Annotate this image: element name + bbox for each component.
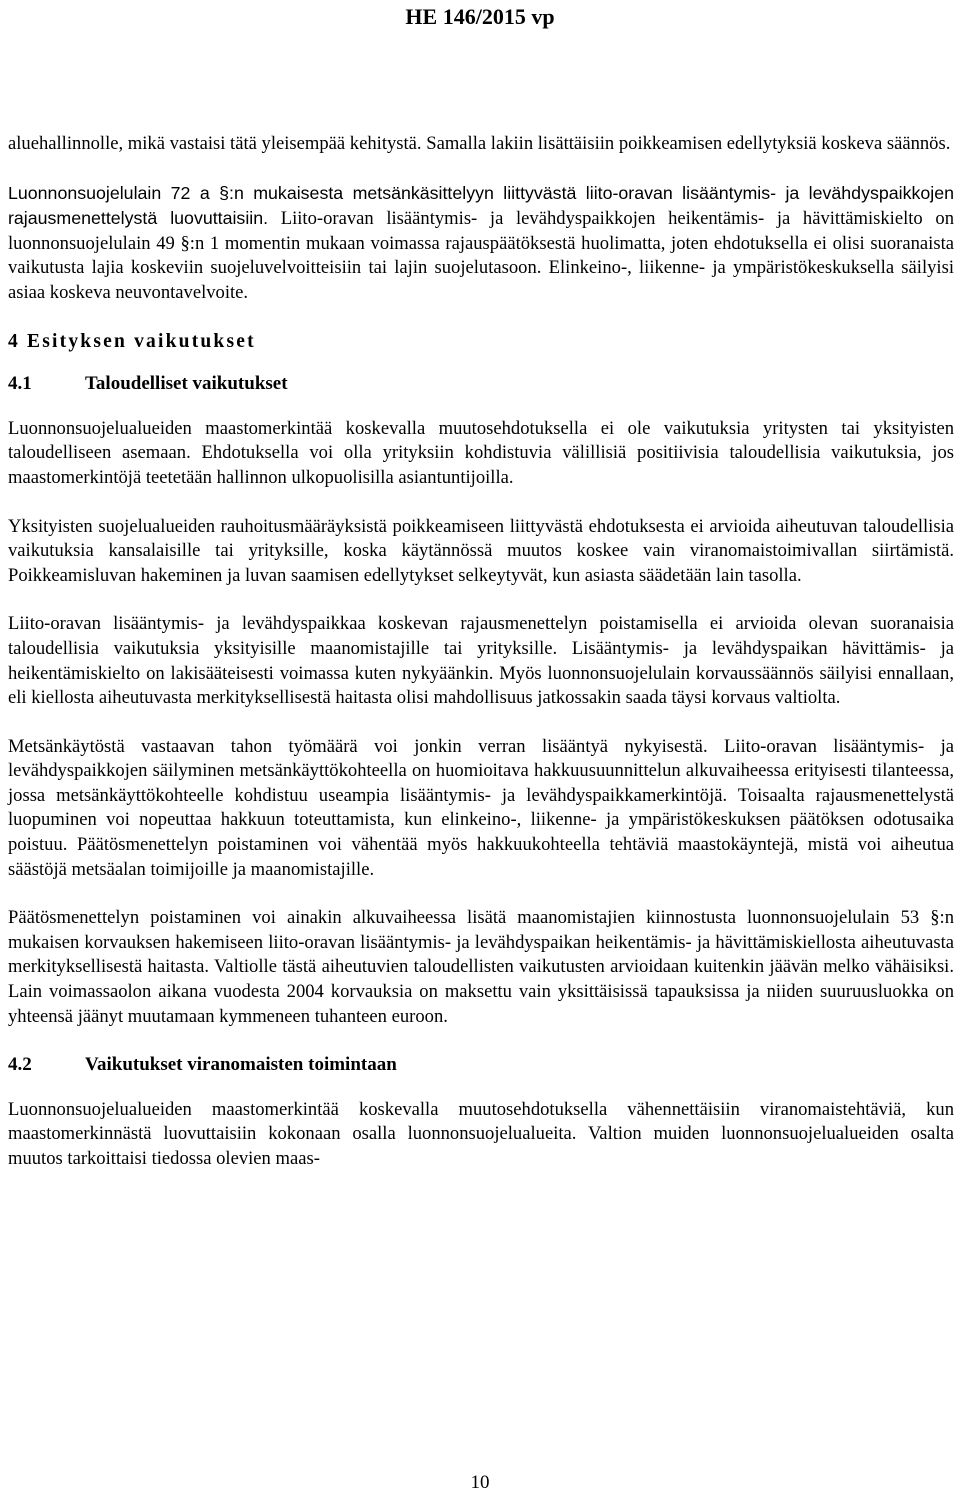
paragraph-2 [8,181,954,306]
document-body [8,132,954,1196]
subsection-heading-4-1 [8,372,954,397]
paragraph-7: Päätösmenettelyn poistaminen voi ainakin alkuvaiheessa lisätä maanomistajien kiinnostusta luonnonsuojelulain 53 §:n mukaisen korvauksen hakemiseen liito-oravan lisääntymis- ja levähdyspaikan heikentämis- ja hävittämiskiellosta aiheutuvasta merkityksellisestä haitasta. Valtiolle tästä aiheutuvien taloudellisten vaikutusten arvioidaan kuitenkin jäävän melko vähäisiksi. Lain voimassaolon aikana vuodesta 2004 korvauksia on maksettu vain yksittäisissä tapauksissa ja niiden suuruusluokka on yhteensä jäänyt muutamaan kymmeneen tuhanteen euroon. [8,907,954,1027]
subsection-title: Vaikutukset viranomaisten toimintaan [85,1054,397,1076]
paragraph-8: Luonnonsuojelualueiden maastomerkintää koskevalla muutosehdotuksella vähennettäisiin viranomaistehtäviä, kun maastomerkinnästä luovuttaisiin kokonaan osalla luonnonsuojelualueita. Valtion muiden luonnonsuojelualueiden osalta muutos tarkoittaisi tiedossa olevien maas- [8,1098,954,1169]
paragraph-1: aluehallinnolle, mikä vastaisi tätä yleisempää kehitystä. Samalla lakiin lisättäisiin poikkeamisen edellytyksiä koskeva säännös. [8,133,951,154]
subsection-number: 4.2 [8,1054,32,1076]
subsection-heading-4-2 [8,1053,954,1078]
section-heading-4: 4 Esityksen vaikutukset [8,330,256,352]
document-header: HE 146/2015 vp [405,4,555,29]
subsection-number: 4.1 [8,373,32,395]
page-number: 10 [470,1472,490,1493]
paragraph-4: Yksityisten suojelualueiden rauhoitusmääräyksistä poikkeamiseen liittyvästä ehdotuksesta ei arvioida aiheutuvan taloudellisia vaikutuksia kansalaisille tai yrityksille, koska käytännössä muutos koskee vain viranomaistoimivallan siirtämistä. Poikkeamisluvan hakeminen ja luvan saamisen edellytykset selkeytyvät, kun asiasta säädetään lain tasolla. [8,515,954,586]
paragraph-5: Liito-oravan lisääntymis- ja levähdyspaikkaa koskevan rajausmenettelyn poistamisella ei arvioida olevan suoranaisia taloudellisia vaikutuksia yksityisille maanomistajille tai yrityksille. Lisääntymis- ja levähdyspaikan hävittämis- ja heikentämiskielto on lakisääteisesti voimassa kuten nykyäänkin. Myös luonnonsuojelulain korvaussäännös säilyisi ennallaan, eli kiellosta aiheutuvasta merkityksellisestä haitasta olisi mahdollisuus jatkossakin saada täysi korvaus valtiolta. [8,613,954,709]
subsection-title: Taloudelliset vaikutukset [85,373,288,395]
paragraph-2-sans-part: Luonnonsuojelulain 72 a §:n mukaisesta metsänkäsittelyyn liittyvästä liito-oravan lisääntymis- ja levähdyspaikkojen rajausmenettelystä luovuttaisiin. [8,182,954,229]
paragraph-2-serif-part: Liito-oravan lisääntymis- ja levähdyspaikkojen heikentämis- ja hävittämiskielto on luonnonsuojelulain 49 §:n 1 momentin mukaan voimassa rajauspäätöksestä huolimatta, joten ehdotuksella ei olisi suoranaista vaikutusta lajia koskeviin suojeluvelvoitteisiin tai lajin suojelutasoon. Elinkeino-, liikenne- ja ympäristökeskuksella säilyisi asiaa koskeva neuvontavelvoite. [8,208,954,303]
paragraph-6: Metsänkäytöstä vastaavan tahon työmäärä voi jonkin verran lisääntyä nykyisestä. Liito-oravan lisääntymis- ja levähdyspaikkojen säilyminen metsänkäyttökohteella on huomioitava hakkuusuunnittelun alkuvaiheessa erityisesti tilanteessa, jossa metsänkäyttökohteelle kohdistuu useampia lisääntymis- ja levähdyspaikkamerkintöjä. Toisaalta rajausmenettelystä luopuminen voi nopeuttaa hakkuun toteuttamista, kun elinkeino-, liikenne- ja ympäristökeskuksen päätöksen odotusaika poistuu. Päätösmenettelyn poistaminen voi vähentää myös hakkuukohteella tehtäviä maastokäyntejä, mistä voi aiheutua säästöjä metsäalan toimijoille ja maanomistajille. [8,735,954,880]
paragraph-3: Luonnonsuojelualueiden maastomerkintää koskevalla muutosehdotuksella ei ole vaikutuksia yritysten tai yksityisten taloudelliseen asemaan. Ehdotuksella voi olla yrityksiin kohdistuvia välillisiä positiivisia taloudellisia vaikutuksia, jos maastomerkintöjä teetetään hallinnon ulkopuolisilla asiantuntijoilla. [8,417,954,488]
